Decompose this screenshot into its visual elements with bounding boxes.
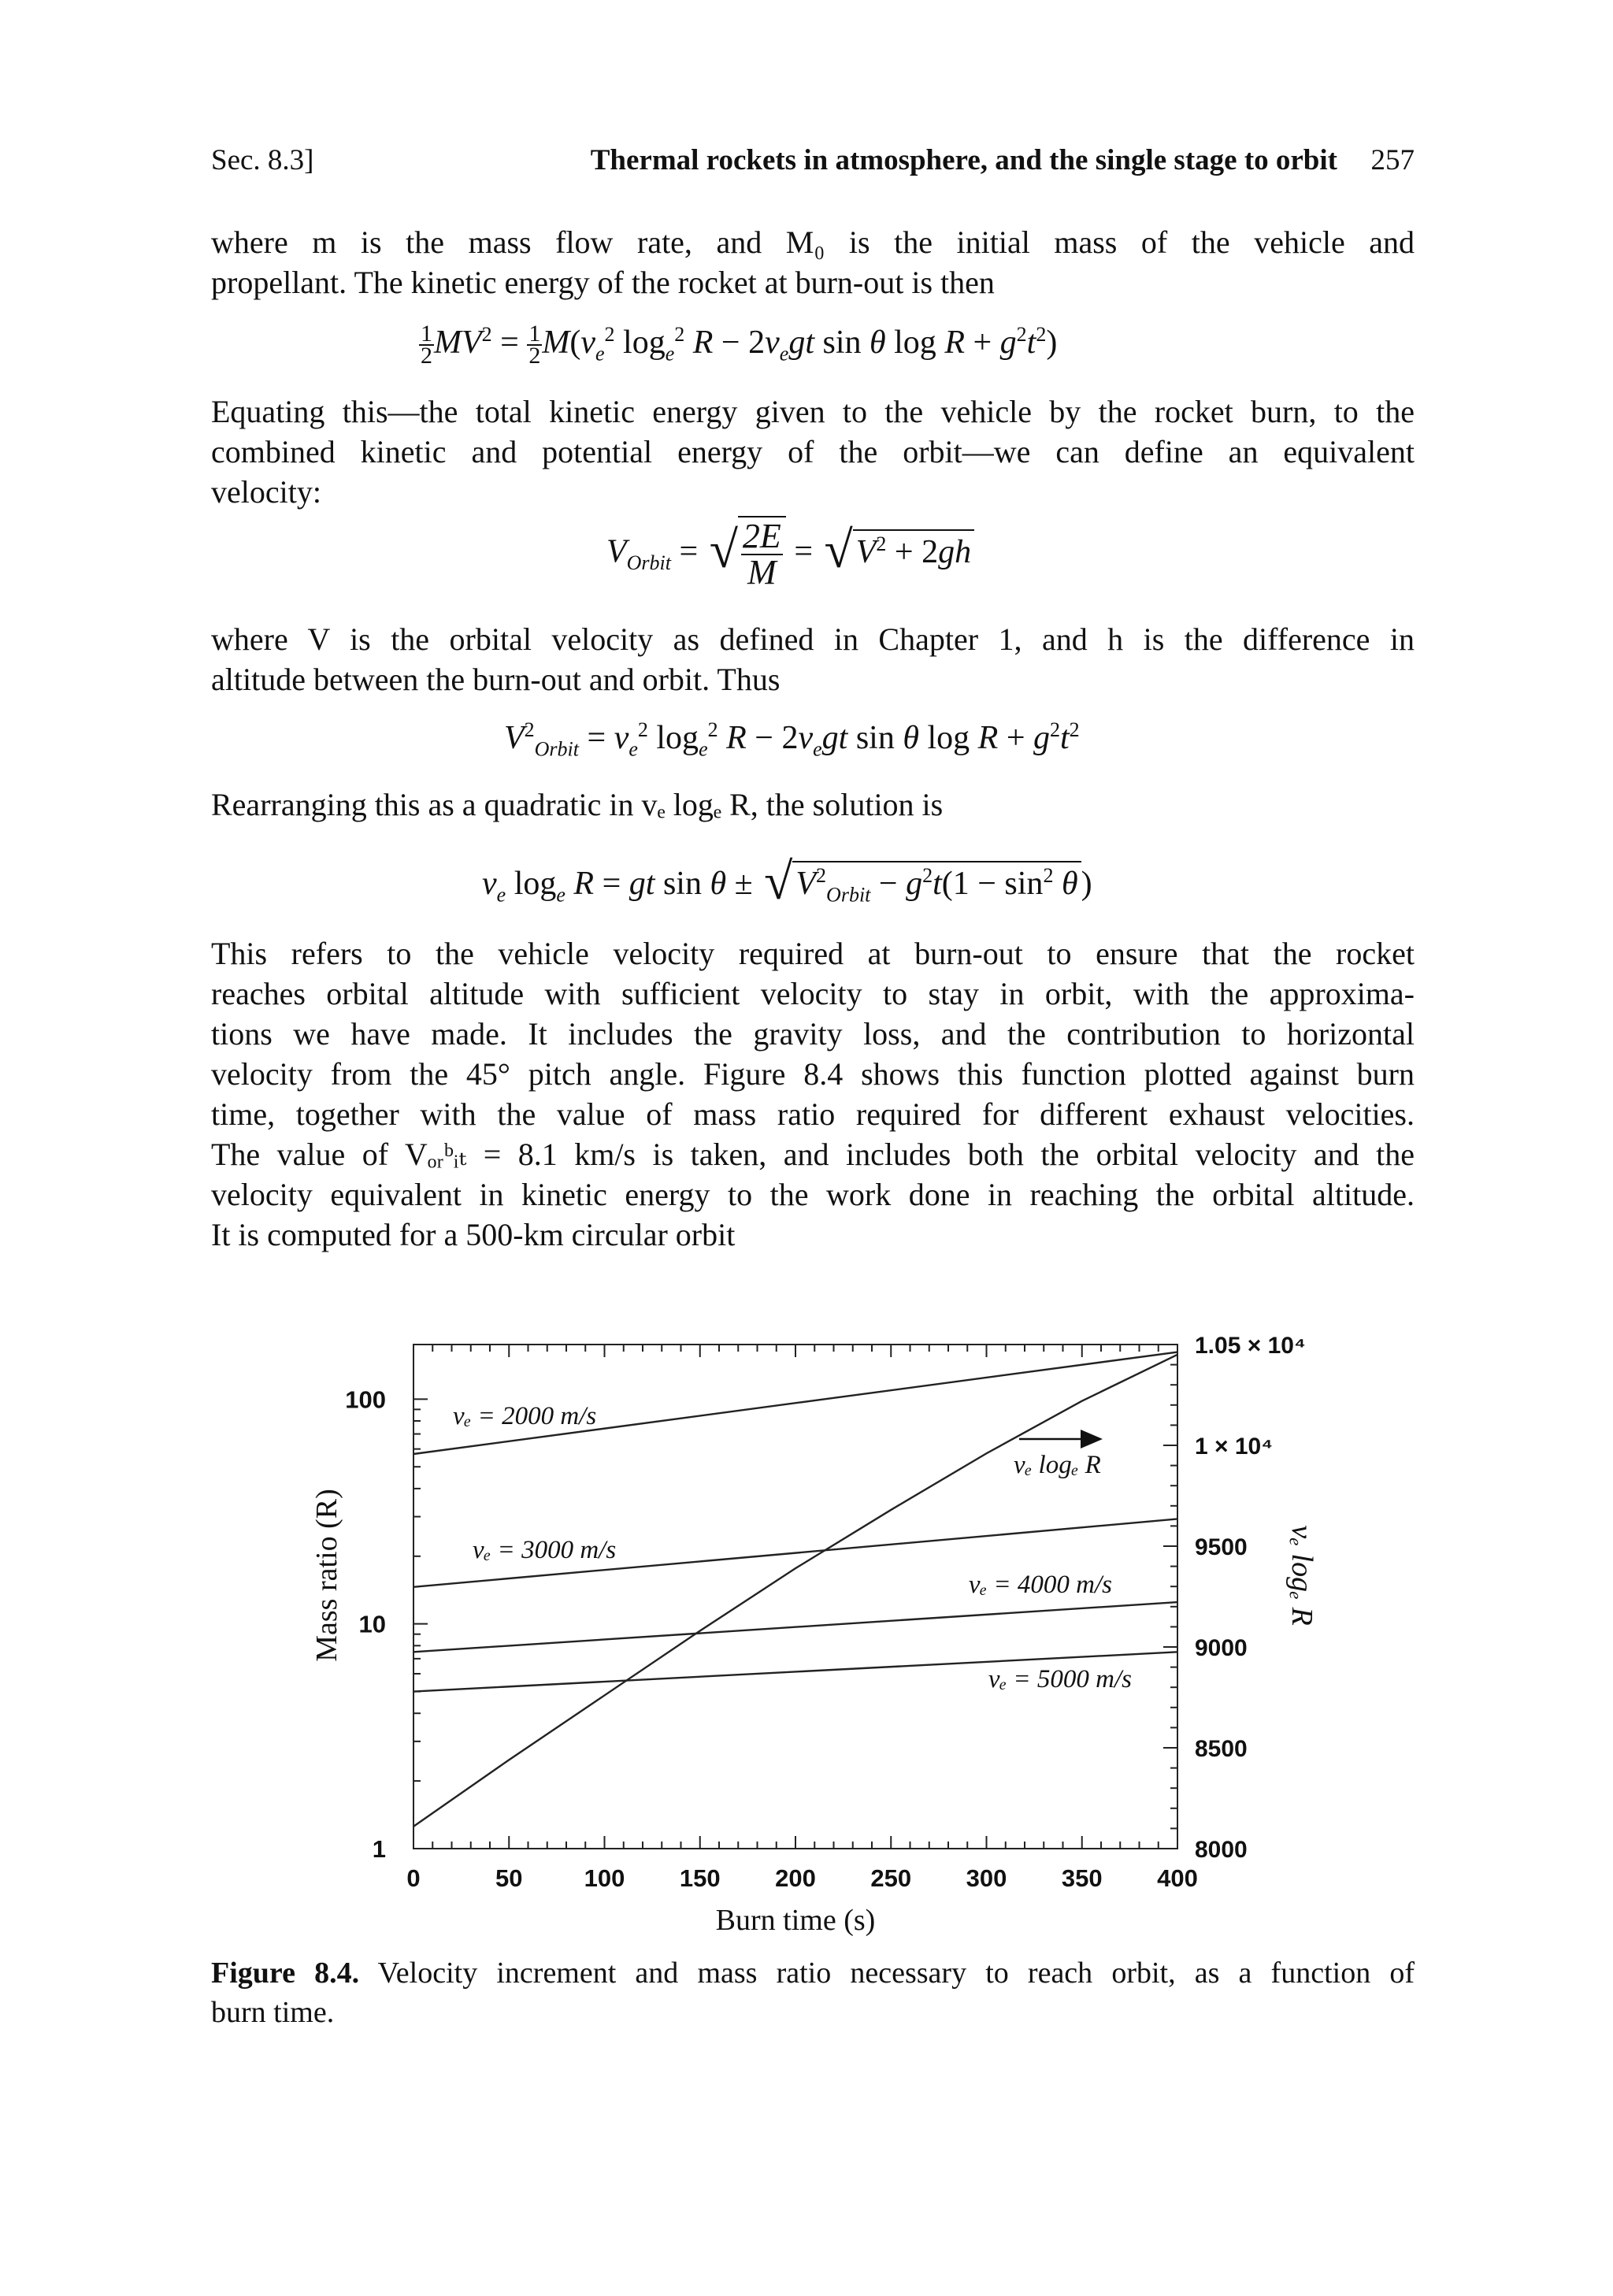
figure-caption [211,1953,1415,2032]
y2-tick-label: 9500 [1195,1534,1248,1560]
y2-tick-label: 8500 [1195,1736,1248,1762]
x-tick-label: 0 [406,1864,421,1892]
series-line [413,1602,1177,1652]
series-label: vₑ = 4000 m/s [968,1571,1112,1599]
text-line: where m is the mass flow rate, and M₀ is the initial mass of the vehicle and [211,224,1415,260]
equation-orbit-velocity-squared: $V^2_{Orbit} = v_e^2$ $\log_e^2 R - 2v_egt$ sin θ $\log R + g^2t^2$ [504,718,1080,761]
x-tick-label: 50 [495,1864,523,1892]
y-tick-label: 1 [372,1835,386,1863]
half-fraction: $\frac{1}{2}$ [421,321,432,369]
y-tick-label: 10 [358,1610,386,1638]
equation-orbit-velocity: $V_{Orbit}$ = √ $\frac{2E}{M}$ = $√V^2 + 2gh$ [606,516,974,590]
text-line: It is computed for a 500-km circular orbit [211,1217,736,1252]
series-label: vₑ logₑ R [1014,1451,1101,1479]
x-tick-label: 200 [775,1864,816,1892]
x-tick-label: 350 [1061,1864,1103,1892]
text-line: time, together with the value of mass ratio required for different exhaust velocities. [211,1096,1415,1132]
caption-line: burn time. [211,1996,335,2029]
equation-kinetic-energy: $\frac{1}{2}$ $MV^2$ = $\frac{1}{2}$ $M(v_e^2$ $\log_e^2 R - 2v_egt$ sin θ $\log R + g^2t^2$) [421,321,1058,369]
page-number: 257 [1370,144,1415,176]
x-tick-label: 250 [870,1864,912,1892]
half-fraction: $\frac{1}{2}$ [528,321,541,369]
text-line: combined kinetic and potential energy of the orbit—we can define an equivalent [211,434,1415,469]
x-tick-label: 400 [1157,1864,1198,1892]
x-tick-label: 100 [584,1864,625,1892]
text-line: propellant. The kinetic energy of the rocket at burn-out is then [211,265,995,300]
text-line: altitude between the burn-out and orbit. Thus [211,662,781,697]
y2-axis-label: vₑ logₑ R [1285,1525,1318,1626]
y2-tick-label: 9000 [1195,1635,1248,1661]
y-axis-label: Mass ratio (R) [310,1489,343,1662]
text-line: tions we have made. It includes the gravity loss, and the contribution to horizontal [211,1016,1415,1052]
caption-label: Figure 8.4. [211,1957,360,1990]
text-line: velocity: [211,474,321,510]
y2-tick-label: 1 × 10⁴ [1195,1434,1274,1460]
text-line: Rearranging this as a quadratic in vₑ logₑ R, the solution is [211,787,944,822]
equation-solution: $v_e$ $\log_e R$ = gt $\sin \theta \pm √V^2_{Orbit} - g^2t(1 - \sin^2 \theta)$ [482,853,1092,911]
series-label: vₑ = 3000 m/s [473,1536,617,1564]
series-label: vₑ = 2000 m/s [453,1402,597,1430]
x-tick-label: 300 [966,1864,1007,1892]
arrow-head [1081,1430,1103,1448]
text-line: Equating this—the total kinetic energy given to the vehicle by the rocket burn, to the [211,394,1415,429]
chapter-title: Thermal rockets in atmosphere, and the single stage to orbit [590,144,1337,176]
text-line: This refers to the vehicle velocity required at burn-out to ensure that the rocket [211,936,1415,971]
y2-tick-label: 8000 [1195,1837,1248,1863]
text-line: where V is the orbital velocity as defined in Chapter 1, and h is the difference in [211,621,1415,657]
x-tick-label: 150 [679,1864,721,1892]
text-line: reaches orbital altitude with sufficient velocity to stay in orbit, with the approxima- [211,976,1415,1011]
section-ref: Sec. 8.3] [211,144,314,176]
text-line: velocity equivalent in kinetic energy to the work done in reaching the orbital altitude. [211,1177,1415,1212]
series-label: vₑ = 5000 m/s [988,1665,1132,1693]
caption-text: Velocity increment and mass ratio necessary to reach orbit, as a function of [377,1957,1415,1990]
caption-line [211,1953,1415,1993]
text-line: The value of Vₒᵣᵇᵢₜ = 8.1 km/s is taken, and includes both the orbital velocity and the [211,1137,1415,1172]
y2-tick-label: 1.05 × 10⁴ [1195,1333,1306,1359]
y-tick-label: 100 [345,1385,386,1414]
text-line: velocity from the 45° pitch angle. Figure 8.4 shows this function plotted against burn [211,1056,1415,1092]
x-axis-label: Burn time (s) [715,1904,876,1937]
